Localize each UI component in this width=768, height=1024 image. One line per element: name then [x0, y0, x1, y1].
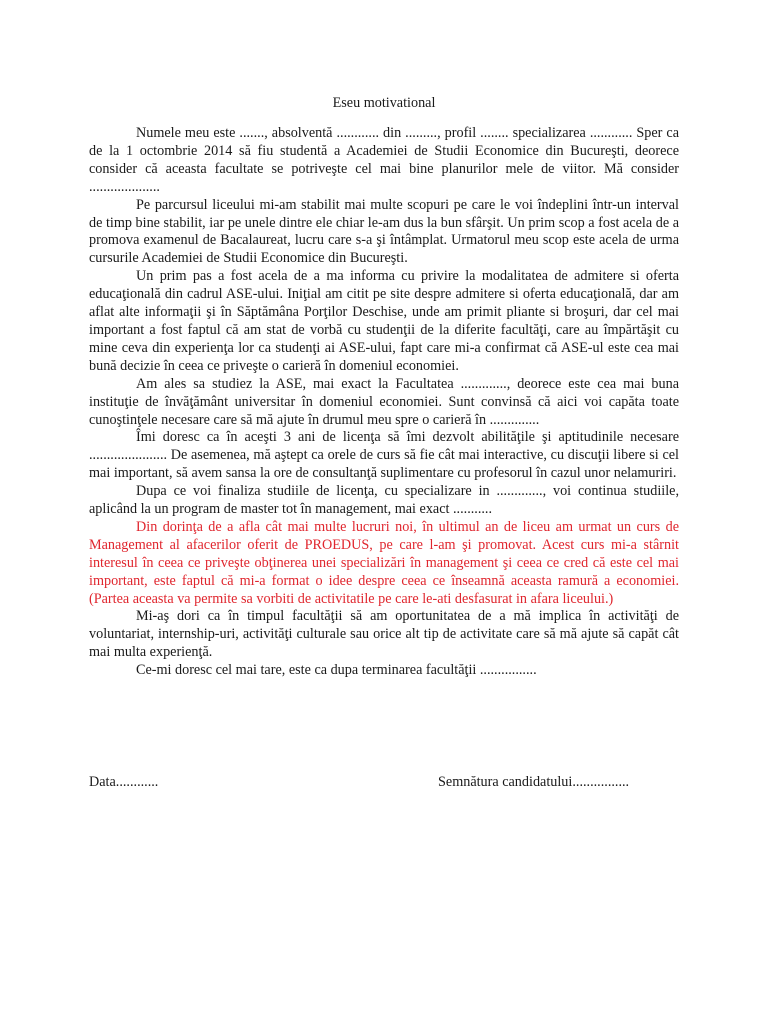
paragraph-expectations: Îmi doresc ca în aceşti 3 ani de licenţa să îmi dezvolt abilităţile şi aptitudinile necesare ...................... De asemenea, mă aştept ca orele de curs să fie cât mai interactive, cu discuţii libere si cel mai important, să avem sansa la ore de consultanţă suplimentare cu profesorul în cazul unor nelamuriri.: [89, 429, 679, 482]
page-title: Eseu motivational: [332, 95, 436, 111]
date-field: Data............: [89, 774, 159, 790]
paragraph-final-wish: Ce-mi doresc cel mai tare, este ca dupa terminarea facultăţii ................: [136, 662, 537, 679]
paragraph-intro: Numele meu este ......., absolventă ............ din ........., profil ........ specializarea ............ Sper ca de la 1 octombrie 2014 să fiu studentă a Academiei de Studii Economice din Bucureşti, deorece consider că aceasta facultate se potriveşte cel mai bine planurilor mele de viitor. Mă consider ....................: [89, 125, 679, 195]
essay-body: [89, 125, 679, 680]
paragraph-information: Un prim pas a fost acela de a ma informa cu privire la modalitatea de admitere si oferta educaţională din cadrul ASE-ului. Iniţial am citit pe site despre admitere si oferta educaţională, dar am aflat alte informaţii şi în Săptămâna Porţilor Deschise, unde am primit pliante si broşuri, dar cel mai important a fost faptul că am stat de vorbă cu studenţii de la diferite facultăţi, care au împărtăşit cu mine ceva din experienţa lor ca studenţi ai ASE-ului, fapt care mi-a confirmat că ASE-ul este cea mai bună decizie în ceea ce priveşte o carieră în domeniul economiei.: [89, 268, 679, 374]
paragraph-faculty-choice: Am ales sa studiez la ASE, mai exact la Facultatea ............., deorece este cea mai buna instituţie de învăţământ universitar în domeniul economiei. Sunt convinsă că aici voi capăta toate cunoştinţele necesare care să mă ajute în drumul meu spre o carieră în ..............: [89, 375, 679, 428]
paragraph-activities: Mi-aş dori ca în timpul facultăţii să am oportunitatea de a mă implica în activităţi de voluntariat, internship-uri, activităţi culturale sau orice alt tip de activitate care să mă ajute să capăt cât mai multa experienţă.: [89, 608, 679, 661]
paragraph-master-plans: Dupa ce voi finaliza studiile de licenţa, cu specializare in ............., voi continua studiile, aplicând la un program de master tot în management, mai exact ...........: [89, 483, 679, 518]
paragraph-proedus-course: Din dorinţa de a afla cât mai multe lucruri noi, în ultimul an de liceu am urmat un curs de Management al afacerilor oferit de PROEDUS, pe care l-am şi promovat. Acest curs mi-a stârnit interesul în ceea ce priveşte obţinerea unei specializări în management şi ceea ce cred că este cel mai important, este faptul că mi-a format o idee despre ceea ce înseamnă aceasta ramură a economiei. (Partea aceasta va permite sa vorbiti de activitatile pe care le-ati desfasurat in afara liceului.): [89, 518, 679, 607]
signature-field: Semnătura candidatului................: [438, 774, 630, 790]
paragraph-goals: Pe parcursul liceului mi-am stabilit mai multe scopuri pe care le voi îndeplini într-un interval de timp bine stabilit, iar pe unele dintre ele chiar le-am dus la bun sfârşit. Un prim scop a fost acela de a promova examenul de Bacalaureat, lucru care s-a şi întâmplat. Urmatorul meu scop este acela de urma cursurile Academiei de Studii Economice din Bucureşti.: [89, 196, 679, 267]
